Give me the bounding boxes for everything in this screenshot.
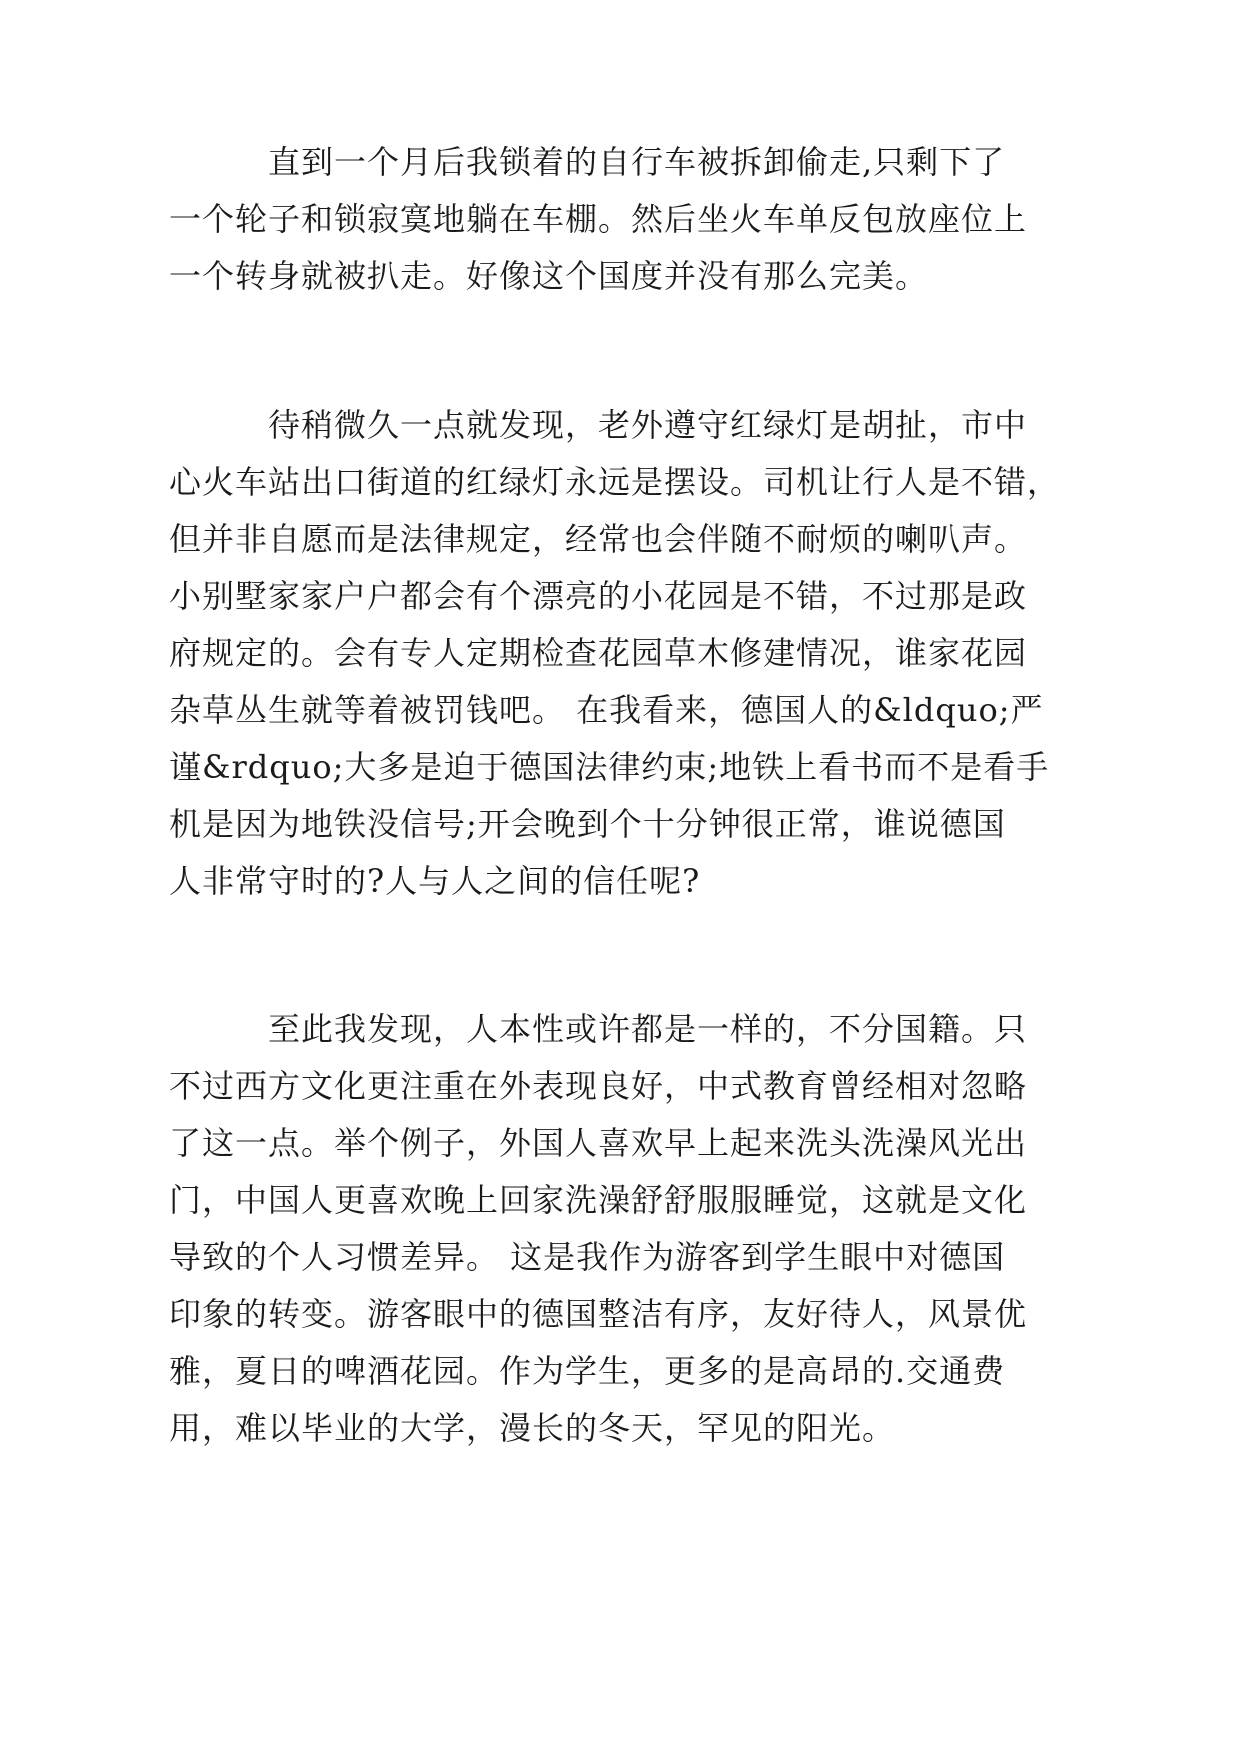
- text-line: 直到一个月后我锁着的自行车被拆卸偷走,只剩下了: [268, 143, 1006, 181]
- text-line: 谨&rdquo;大多是迫于德国法律约束;地铁上看书而不是看手: [169, 748, 1050, 786]
- text-line: 心火车站出口街道的红绿灯永远是摆设。司机让行人是不错，: [169, 463, 1061, 501]
- text-line: 小别墅家家户户都会有个漂亮的小花园是不错，不过那是政: [169, 577, 1028, 615]
- text-line: 府规定的。会有专人定期检查花园草木修建情况，谁家花园: [169, 634, 1028, 672]
- text-line: 人非常守时的?人与人之间的信任呢?: [169, 862, 701, 900]
- text-line: 一个转身就被扒走。好像这个国度并没有那么完美。: [169, 257, 929, 295]
- text-line: 杂草丛生就等着被罚钱吧。 在我看来，德国人的&ldquo;严: [169, 691, 1044, 729]
- text-line: 雅，夏日的啤酒花园。作为学生，更多的是高昂的.交通费: [169, 1352, 1006, 1390]
- text-line: 导致的个人习惯差异。 这是我作为游客到学生眼中对德国: [169, 1238, 1006, 1276]
- text-line: 门，中国人更喜欢晚上回家洗澡舒舒服服睡觉，这就是文化: [169, 1181, 1028, 1219]
- text-line: 用，难以毕业的大学，漫长的冬天，罕见的阳光。: [169, 1409, 896, 1447]
- text-line: 了这一点。举个例子，外国人喜欢早上起来洗头洗澡风光出: [169, 1124, 1028, 1162]
- text-line: 但并非自愿而是法律规定，经常也会伴随不耐烦的喇叭声。: [169, 520, 1028, 558]
- text-line: 不过西方文化更注重在外表现良好，中式教育曾经相对忽略: [169, 1067, 1028, 1105]
- text-line: 一个轮子和锁寂寞地躺在车棚。然后坐火车单反包放座位上: [169, 200, 1028, 238]
- text-line: 印象的转变。游客眼中的德国整洁有序，友好待人，风景优: [169, 1295, 1028, 1333]
- text-line: 至此我发现，人本性或许都是一样的，不分国籍。只: [268, 1010, 1028, 1048]
- text-line: 机是因为地铁没信号;开会晚到个十分钟很正常，谁说德国: [169, 805, 1006, 843]
- text-line: 待稍微久一点就发现，老外遵守红绿灯是胡扯，市中: [268, 406, 1028, 444]
